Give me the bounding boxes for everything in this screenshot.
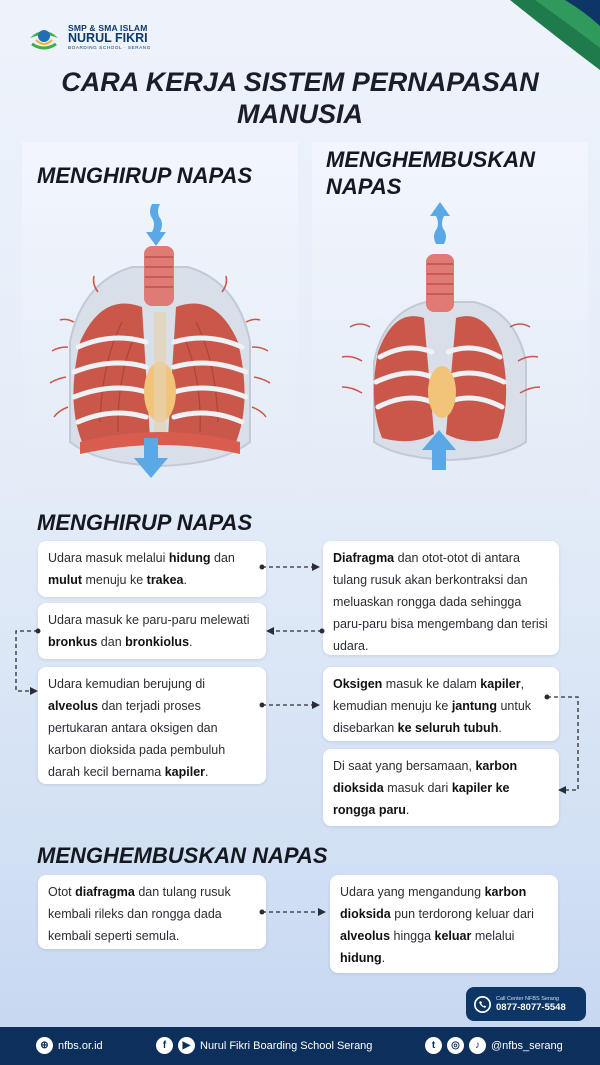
footer-website-text: nfbs.or.id — [58, 1039, 103, 1052]
inhale-step-3-card: Udara masuk ke paru-paru melewati bronkus dan bronkiolus. — [38, 603, 266, 659]
exhale-section-heading: MENGHEMBUSKAN NAPAS — [37, 843, 328, 868]
page-title-line-2: MANUSIA — [237, 99, 363, 129]
logo-line-1: SMP & SMA ISLAM — [68, 22, 148, 33]
exhale-step-2-card: Udara yang mengandung karbon dioksida pun terdorong keluar dari alveolus hingga keluar melalui hidung. — [330, 875, 558, 973]
logo-line-2: NURUL FIKRI — [68, 31, 148, 46]
call-center-phone[interactable]: 0877-8077-5548 — [496, 1001, 566, 1013]
call-center-label: Call Center NFBS Serang — [496, 995, 559, 1002]
exhale-illustration-title-line-1: MENGHEMBUSKAN — [326, 147, 535, 172]
bold-term: jantung — [451, 699, 497, 713]
bold-term: alveolus — [340, 929, 391, 943]
bold-term: hidung — [340, 951, 382, 965]
inhale-step-1-card: Udara masuk melalui hidung dan mulut menuju ke trakea. — [38, 541, 266, 597]
instagram-icon: ◎ — [447, 1037, 464, 1054]
bold-term: keluar — [434, 929, 472, 943]
footer-website[interactable] — [36, 1037, 103, 1054]
bold-term: alveolus — [48, 699, 99, 713]
footer-handle-text: @nfbs_serang — [491, 1039, 563, 1052]
logo-line-3: BOARDING SCHOOL · SERANG — [68, 44, 151, 50]
call-center-badge[interactable] — [466, 987, 586, 1021]
bold-term: ke seluruh tubuh — [397, 721, 499, 735]
bold-term: diafragma — [75, 885, 135, 899]
bold-term: Diafragma — [333, 551, 395, 565]
tiktok-icon: ♪ — [469, 1037, 486, 1054]
bold-term: trakea — [146, 573, 184, 587]
exhale-step-1-card: Otot diafragma dan tulang rusuk kembali rileks dan rongga dada kembali seperti semula. — [38, 875, 266, 949]
bold-term: mulut — [48, 573, 83, 587]
footer-school-text: Nurul Fikri Boarding School Serang — [200, 1039, 373, 1052]
inhale-section-heading: MENGHIRUP NAPAS — [37, 510, 253, 535]
exhale-illustration-title-line-2: NAPAS — [326, 174, 402, 199]
bold-term: karbon dioksida — [340, 885, 527, 921]
youtube-icon: ▶ — [178, 1037, 195, 1054]
globe-icon: ⊕ — [36, 1037, 53, 1054]
facebook-icon: f — [156, 1037, 173, 1054]
bold-term: karbon dioksida — [333, 759, 518, 795]
footer-bar — [0, 1027, 600, 1065]
bold-term: hidung — [168, 551, 211, 565]
bold-term: Oksigen — [333, 677, 383, 691]
inhale-illustration-title: MENGHIRUP NAPAS — [37, 163, 253, 188]
bold-term: kapiler — [480, 677, 521, 691]
footer-school[interactable] — [156, 1037, 372, 1054]
twitter-icon: t — [425, 1037, 442, 1054]
inhale-step-2-card: Diafragma dan otot-otot di antara tulang rusuk akan berkontraksi dan meluaskan rongga dada sehingga paru-paru bisa mengembang dan terisi udara. — [323, 541, 559, 655]
bold-term: bronkus — [48, 635, 98, 649]
footer-social-handle[interactable] — [425, 1037, 563, 1054]
inhale-step-4-card: Udara kemudian berujung di alveolus dan terjadi proses pertukaran antara oksigen dan karbon dioksida pada pembuluh darah kecil bernama kapiler. — [38, 667, 266, 784]
inhale-step-6-card: Di saat yang bersamaan, karbon dioksida masuk dari kapiler ke rongga paru. — [323, 749, 559, 826]
bold-term: kapiler ke rongga paru — [333, 781, 510, 817]
whatsapp-icon — [474, 996, 491, 1013]
inhale-step-5-card: Oksigen masuk ke dalam kapiler, kemudian menuju ke jantung untuk disebarkan ke seluruh tubuh. — [323, 667, 559, 741]
page-title-line-1: CARA KERJA SISTEM PERNAPASAN — [61, 67, 539, 97]
bold-term: kapiler — [164, 765, 206, 779]
bold-term: bronkiolus — [125, 635, 190, 649]
